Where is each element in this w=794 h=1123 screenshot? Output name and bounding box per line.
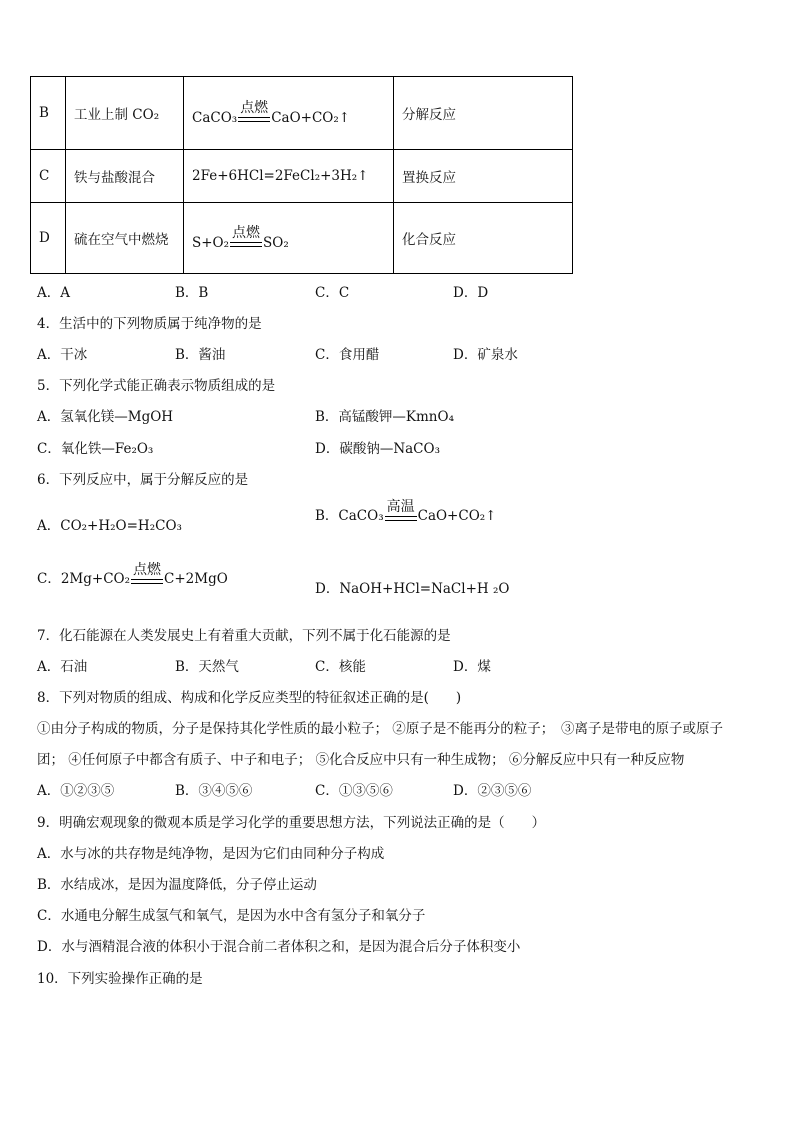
q6-option-a[interactable]: A．CO₂+H₂O=H₂CO₃	[37, 518, 182, 534]
q10-stem: 10．下列实验操作正确的是	[37, 971, 203, 987]
q8-option-c[interactable]: C．①③⑤⑥	[315, 783, 393, 799]
double-line	[385, 516, 417, 521]
q3-option-c[interactable]: C．C	[315, 285, 350, 301]
q6-option-d[interactable]: D．NaOH+HCl=NaCl+H ₂O	[315, 581, 510, 597]
q4-option-a[interactable]: A．干冰	[37, 347, 88, 363]
q6-option-c[interactable]	[37, 563, 228, 588]
row-reaction-type: 化合反应	[394, 203, 573, 274]
q5-stem: 5．下列化学式能正确表示物质组成的是	[37, 378, 276, 394]
reaction-condition	[230, 226, 262, 251]
table-row	[31, 77, 573, 150]
q7-option-c[interactable]: C．核能	[315, 659, 366, 675]
equation-rhs: CaO+CO₂↑	[271, 109, 351, 126]
q8-option-b[interactable]: B．③④⑤⑥	[175, 783, 253, 799]
row-letter: D	[31, 203, 66, 274]
q8-option-a[interactable]: A．①②③⑤	[37, 783, 115, 799]
q7-option-a[interactable]: A．石油	[37, 659, 88, 675]
condition-label: 高温	[386, 499, 415, 515]
q6-b-lhs: B．CaCO₃	[315, 508, 384, 524]
double-line	[131, 579, 163, 584]
q7-option-b[interactable]: B．天然气	[175, 659, 239, 675]
q8-stem: 8．下列对物质的组成、构成和化学反应类型的特征叙述正确的是( )	[37, 690, 462, 706]
row-letter: B	[31, 77, 66, 150]
condition-label: 点燃	[240, 99, 269, 116]
row-description: 铁与盐酸混合	[66, 150, 184, 203]
equation-rhs: SO₂	[263, 234, 289, 251]
q4-option-d[interactable]: D．矿泉水	[453, 347, 518, 363]
q5-option-a[interactable]: A．氢氧化镁—MgOH	[37, 409, 174, 425]
q5-option-c[interactable]: C．氧化铁—Fe₂O₃	[37, 441, 154, 457]
q7-option-d[interactable]: D．煤	[453, 659, 491, 675]
condition-label: 点燃	[133, 562, 162, 578]
table-row	[31, 150, 573, 203]
double-line	[238, 117, 270, 122]
condition-label: 点燃	[232, 224, 261, 241]
q3-option-a[interactable]: A．A	[37, 285, 70, 301]
q4-stem: 4．生活中的下列物质属于纯净物的是	[37, 316, 262, 332]
q5-option-b[interactable]: B．高锰酸钾—KmnO₄	[315, 409, 454, 425]
q4-option-c[interactable]: C．食用醋	[315, 347, 380, 363]
row-reaction-type: 分解反应	[394, 77, 573, 150]
q6-option-b[interactable]	[315, 500, 497, 525]
equation-lhs: S+O₂	[192, 234, 230, 251]
q3-option-d[interactable]: D．D	[453, 285, 489, 301]
double-line	[230, 242, 262, 247]
q8-option-d[interactable]: D．②③⑤⑥	[453, 783, 532, 799]
reaction-table	[30, 76, 573, 274]
reaction-condition	[131, 563, 163, 588]
q7-stem: 7．化石能源在人类发展史上有着重大贡献，下列不属于化石能源的是	[37, 628, 451, 644]
q3-option-b[interactable]: B．B	[175, 285, 209, 301]
q6-stem: 6．下列反应中，属于分解反应的是	[37, 472, 249, 488]
row-equation	[184, 77, 394, 150]
row-reaction-type: 置换反应	[394, 150, 573, 203]
q8-statements-line2: 团； ④任何原子中都含有质子、中子和电子； ⑤化合反应中只有一种生成物； ⑥分解反应中只有一种反应物	[37, 752, 685, 768]
q9-option-d[interactable]: D．水与酒精混合液的体积小于混合前二者体积之和，是因为混合后分子体积变小	[37, 939, 521, 955]
row-description: 硫在空气中燃烧	[66, 203, 184, 274]
reaction-condition	[385, 500, 417, 525]
q5-option-d[interactable]: D．碳酸钠—NaCO₃	[315, 441, 440, 457]
q9-stem: 9．明确宏观现象的微观本质是学习化学的重要思想方法，下列说法正确的是（ ）	[37, 815, 546, 831]
row-equation	[184, 203, 394, 274]
q6-c-rhs: C+2MgO	[164, 571, 228, 587]
equation-lhs: CaCO₃	[192, 109, 238, 126]
q9-option-a[interactable]: A．水与冰的共存物是纯净物，是因为它们由同种分子构成	[37, 846, 385, 862]
table-row	[31, 203, 573, 274]
q6-b-rhs: CaO+CO₂↑	[417, 508, 497, 524]
reaction-condition	[238, 101, 270, 126]
q9-option-c[interactable]: C．水通电分解生成氢气和氧气，是因为水中含有氢分子和氧分子	[37, 908, 426, 924]
row-equation: 2Fe+6HCl=2FeCl₂+3H₂↑	[184, 150, 394, 203]
q4-option-b[interactable]: B．酱油	[175, 347, 226, 363]
q6-c-lhs: C．2Mg+CO₂	[37, 571, 131, 587]
q9-option-b[interactable]: B．水结成冰，是因为温度降低，分子停止运动	[37, 877, 317, 893]
q8-statements-line1: ①由分子构成的物质，分子是保持其化学性质的最小粒子； ②原子是不能再分的粒子； ③离子是带电的原子或原子	[37, 721, 724, 737]
row-description: 工业上制 CO₂	[66, 77, 184, 150]
row-letter: C	[31, 150, 66, 203]
